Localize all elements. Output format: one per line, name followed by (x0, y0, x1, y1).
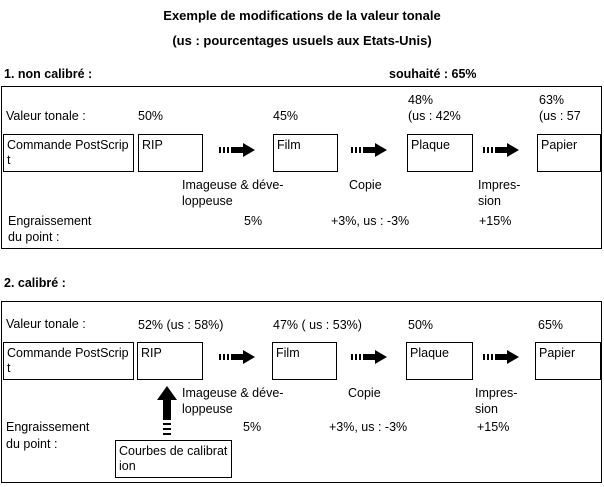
section1-gain-copy: +3%, us : -3% (331, 214, 410, 228)
section2-box-plate: Plaque (406, 342, 473, 380)
section2-step-print-2: sion (475, 402, 498, 416)
section2-gain-label-2: du point : (6, 437, 58, 451)
section2-box-rip: RIP (137, 342, 203, 380)
diagram-title: Exemple de modifications de la valeur tonale (163, 8, 441, 23)
section2-gain-copy: +3%, us : -3% (329, 420, 408, 434)
arrow-up-icon (157, 386, 177, 438)
section1-box-plate: Plaque (407, 134, 473, 172)
section2-step-imagesetter-2: loppeuse (182, 402, 233, 416)
section2-gain-imagesetter: 5% (243, 420, 262, 434)
section2-step-print-1: Impres- (475, 386, 518, 400)
section1-gain-print: +15% (479, 214, 512, 228)
section1-gain-label-2: du point : (8, 230, 60, 244)
section1-step-print-1: Impres- (478, 178, 521, 192)
section1-step-imagesetter-2: loppeuse (182, 194, 233, 208)
section1-step-copy: Copie (349, 178, 382, 192)
arrow-right-icon (483, 143, 519, 157)
section2-gain-print: +15% (477, 420, 510, 434)
section1-value-paper-us: (us : 57 (539, 109, 581, 123)
section2-gain-label-1: Engraissement (6, 420, 90, 434)
section1-box-film: Film (273, 134, 338, 172)
section2-box-paper: Papier (535, 342, 601, 380)
section1-tonal-label: Valeur tonale : (6, 109, 86, 123)
section2-heading: 2. calibré : (4, 276, 66, 290)
section2-step-imagesetter-1: Imageuse & déve- (182, 386, 284, 400)
section1-heading: 1. non calibré : (4, 67, 93, 81)
section1-value-plate: 48% (408, 93, 434, 107)
arrow-right-icon (219, 350, 255, 364)
section2-tonal-label: Valeur tonale : (6, 317, 86, 331)
section2-value-rip: 52% (us : 58%) (138, 318, 224, 332)
calibration-curves-box: Courbes de calibration (115, 440, 232, 478)
section1-step-print-2: sion (478, 194, 501, 208)
section1-box-rip: RIP (138, 134, 203, 172)
section1-value-rip: 50% (138, 109, 164, 123)
section1-gain-label-1: Engraissement (8, 214, 92, 228)
arrow-right-icon (351, 350, 387, 364)
section2-value-paper: 65% (538, 318, 564, 332)
section2-step-copy: Copie (348, 386, 381, 400)
section2-box-postscript: Commande PostScript (3, 342, 134, 380)
section1-value-paper: 63% (539, 93, 565, 107)
section1-value-plate-us: (us : 42% (408, 109, 461, 123)
arrow-right-icon (351, 143, 387, 157)
section1-box-paper: Papier (537, 134, 601, 172)
arrow-right-icon (219, 143, 255, 157)
section1-box-postscript: Commande PostScript (3, 134, 134, 172)
section1-target: souhaité : 65% (389, 67, 477, 81)
section2-box-film: Film (272, 342, 337, 380)
diagram-subtitle: (us : pourcentages usuels aux Etats-Unis) (172, 33, 432, 48)
section2-value-film: 47% ( us : 53%) (273, 318, 362, 332)
section1-step-imagesetter-1: Imageuse & déve- (182, 178, 284, 192)
section1-gain-imagesetter: 5% (244, 214, 263, 228)
arrow-right-icon (483, 350, 519, 364)
section2-value-plate: 50% (408, 318, 434, 332)
section1-value-film: 45% (273, 109, 299, 123)
